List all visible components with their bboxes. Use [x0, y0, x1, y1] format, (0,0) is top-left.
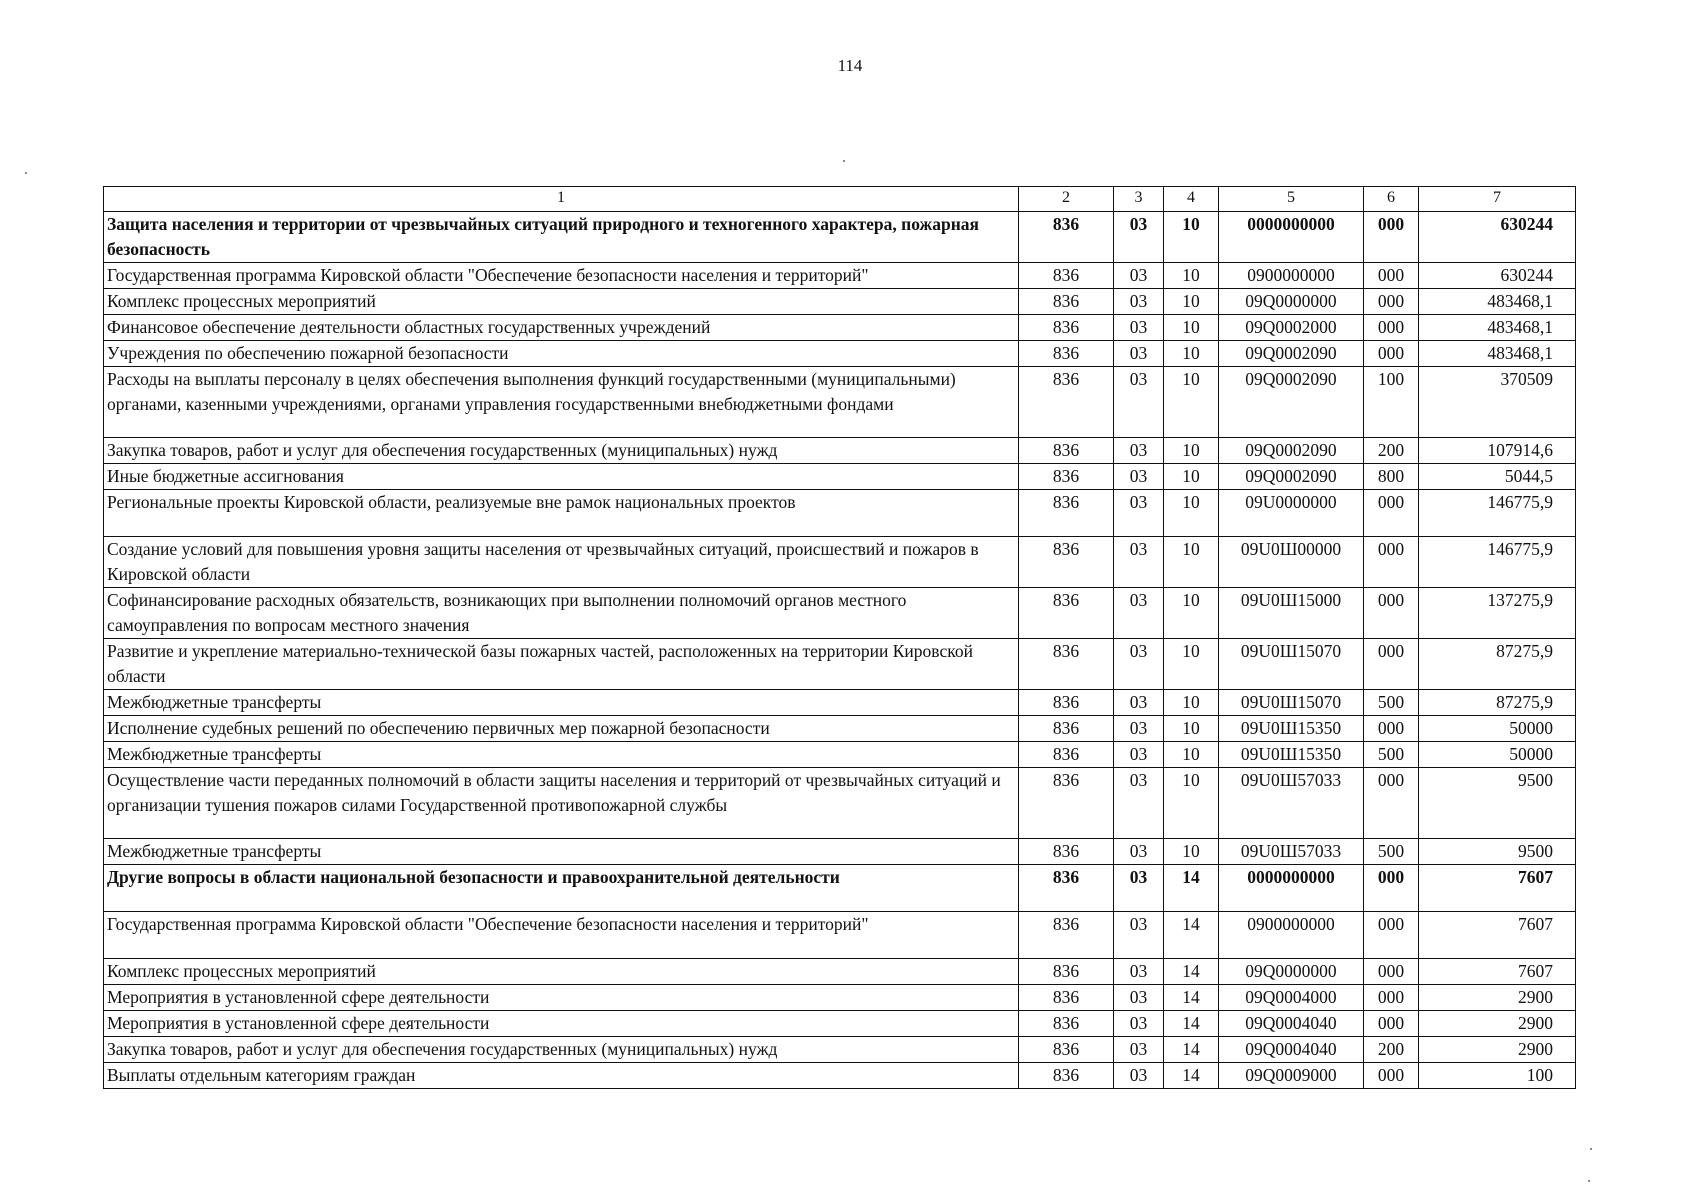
name-cell: Межбюджетные трансферты — [104, 742, 1019, 768]
subsection-cell: 10 — [1164, 341, 1219, 367]
section-cell: 03 — [1114, 959, 1164, 985]
name-cell: Государственная программа Кировской области "Обеспечение безопасности населения и территорий" — [104, 912, 1019, 959]
scan-speck — [25, 172, 27, 174]
table-row — [104, 263, 1576, 289]
table-row — [104, 865, 1576, 912]
header-cell-3: 3 — [1114, 187, 1164, 212]
expense-type-cell: 200 — [1364, 1037, 1419, 1063]
section-cell: 03 — [1114, 985, 1164, 1011]
section-cell: 03 — [1114, 263, 1164, 289]
expense-type-cell: 000 — [1364, 865, 1419, 912]
target-article-cell: 09U0Ш57033 — [1219, 839, 1364, 865]
expense-type-cell: 000 — [1364, 985, 1419, 1011]
subsection-cell: 10 — [1164, 742, 1219, 768]
table-row — [104, 490, 1576, 537]
name-cell: Учреждения по обеспечению пожарной безопасности — [104, 341, 1019, 367]
expense-type-cell: 000 — [1364, 768, 1419, 839]
amount-cell: 2900 — [1419, 985, 1576, 1011]
target-article-cell: 0000000000 — [1219, 212, 1364, 263]
subsection-cell: 14 — [1164, 985, 1219, 1011]
code-cell: 836 — [1019, 839, 1114, 865]
section-cell: 03 — [1114, 341, 1164, 367]
budget-table — [103, 186, 1576, 1089]
section-cell: 03 — [1114, 912, 1164, 959]
code-cell: 836 — [1019, 212, 1114, 263]
code-cell: 836 — [1019, 263, 1114, 289]
subsection-cell: 10 — [1164, 768, 1219, 839]
amount-cell: 50000 — [1419, 716, 1576, 742]
table-row — [104, 212, 1576, 263]
code-cell: 836 — [1019, 1063, 1114, 1089]
subsection-cell: 14 — [1164, 1037, 1219, 1063]
subsection-cell: 14 — [1164, 912, 1219, 959]
code-cell: 836 — [1019, 639, 1114, 690]
expense-type-cell: 000 — [1364, 716, 1419, 742]
expense-type-cell: 200 — [1364, 438, 1419, 464]
table-row — [104, 367, 1576, 438]
code-cell: 836 — [1019, 865, 1114, 912]
table-row — [104, 716, 1576, 742]
code-cell: 836 — [1019, 537, 1114, 588]
amount-cell: 5044,5 — [1419, 464, 1576, 490]
code-cell: 836 — [1019, 289, 1114, 315]
amount-cell: 2900 — [1419, 1011, 1576, 1037]
section-cell: 03 — [1114, 490, 1164, 537]
scan-speck — [1590, 1148, 1592, 1150]
target-article-cell: 0000000000 — [1219, 865, 1364, 912]
subsection-cell: 10 — [1164, 588, 1219, 639]
section-cell: 03 — [1114, 1037, 1164, 1063]
name-cell: Региональные проекты Кировской области, реализуемые вне рамок национальных проектов — [104, 490, 1019, 537]
name-cell: Межбюджетные трансферты — [104, 690, 1019, 716]
code-cell: 836 — [1019, 588, 1114, 639]
name-cell: Закупка товаров, работ и услуг для обеспечения государственных (муниципальных) нужд — [104, 1037, 1019, 1063]
name-cell: Иные бюджетные ассигнования — [104, 464, 1019, 490]
subsection-cell: 10 — [1164, 212, 1219, 263]
target-article-cell: 09U0Ш00000 — [1219, 537, 1364, 588]
header-cell-2: 2 — [1019, 187, 1114, 212]
amount-cell: 100 — [1419, 1063, 1576, 1089]
header-cell-7: 7 — [1419, 187, 1576, 212]
section-cell: 03 — [1114, 690, 1164, 716]
expense-type-cell: 000 — [1364, 1011, 1419, 1037]
expense-type-cell: 000 — [1364, 959, 1419, 985]
target-article-cell: 09Q0002090 — [1219, 438, 1364, 464]
scan-speck — [843, 160, 845, 162]
code-cell: 836 — [1019, 490, 1114, 537]
name-cell: Осуществление части переданных полномочий в области защиты населения и территорий от чрезвычайных ситуаций и организации тушения пожаров силами Государственной противопожарной службы — [104, 768, 1019, 839]
section-cell: 03 — [1114, 1011, 1164, 1037]
subsection-cell: 10 — [1164, 639, 1219, 690]
subsection-cell: 10 — [1164, 367, 1219, 438]
code-cell: 836 — [1019, 912, 1114, 959]
table-row — [104, 289, 1576, 315]
section-cell: 03 — [1114, 367, 1164, 438]
section-cell: 03 — [1114, 464, 1164, 490]
amount-cell: 87275,9 — [1419, 639, 1576, 690]
subsection-cell: 10 — [1164, 490, 1219, 537]
section-cell: 03 — [1114, 742, 1164, 768]
table-row — [104, 537, 1576, 588]
amount-cell: 50000 — [1419, 742, 1576, 768]
amount-cell: 7607 — [1419, 912, 1576, 959]
name-cell: Защита населения и территории от чрезвычайных ситуаций природного и техногенного характера, пожарная безопасность — [104, 212, 1019, 263]
table-row — [104, 1063, 1576, 1089]
code-cell: 836 — [1019, 315, 1114, 341]
amount-cell: 146775,9 — [1419, 490, 1576, 537]
table-row — [104, 959, 1576, 985]
target-article-cell: 09U0Ш15000 — [1219, 588, 1364, 639]
subsection-cell: 10 — [1164, 464, 1219, 490]
amount-cell: 9500 — [1419, 839, 1576, 865]
name-cell: Исполнение судебных решений по обеспечению первичных мер пожарной безопасности — [104, 716, 1019, 742]
amount-cell: 137275,9 — [1419, 588, 1576, 639]
target-article-cell: 0900000000 — [1219, 263, 1364, 289]
target-article-cell: 09Q0000000 — [1219, 289, 1364, 315]
target-article-cell: 09U0Ш15070 — [1219, 690, 1364, 716]
table-row — [104, 588, 1576, 639]
table-row — [104, 768, 1576, 839]
amount-cell: 370509 — [1419, 367, 1576, 438]
subsection-cell: 10 — [1164, 537, 1219, 588]
section-cell: 03 — [1114, 315, 1164, 341]
section-cell: 03 — [1114, 1063, 1164, 1089]
amount-cell: 630244 — [1419, 212, 1576, 263]
expense-type-cell: 000 — [1364, 490, 1419, 537]
target-article-cell: 09Q0000000 — [1219, 959, 1364, 985]
target-article-cell: 0900000000 — [1219, 912, 1364, 959]
section-cell: 03 — [1114, 768, 1164, 839]
name-cell: Комплекс процессных мероприятий — [104, 959, 1019, 985]
section-cell: 03 — [1114, 639, 1164, 690]
expense-type-cell: 500 — [1364, 839, 1419, 865]
subsection-cell: 14 — [1164, 959, 1219, 985]
expense-type-cell: 000 — [1364, 1063, 1419, 1089]
expense-type-cell: 000 — [1364, 315, 1419, 341]
code-cell: 836 — [1019, 742, 1114, 768]
expense-type-cell: 500 — [1364, 742, 1419, 768]
expense-type-cell: 000 — [1364, 537, 1419, 588]
table-row — [104, 315, 1576, 341]
section-cell: 03 — [1114, 537, 1164, 588]
name-cell: Расходы на выплаты персоналу в целях обеспечения выполнения функций государственными (муниципальными) органами, казенными учреждениями, органами управления государственными внебюджетными фондами — [104, 367, 1019, 438]
target-article-cell: 09U0000000 — [1219, 490, 1364, 537]
page-number: 114 — [837, 56, 863, 75]
header-cell-5: 5 — [1219, 187, 1364, 212]
expense-type-cell: 000 — [1364, 263, 1419, 289]
section-cell: 03 — [1114, 588, 1164, 639]
expense-type-cell: 000 — [1364, 289, 1419, 315]
expense-type-cell: 800 — [1364, 464, 1419, 490]
target-article-cell: 09Q0002090 — [1219, 367, 1364, 438]
subsection-cell: 10 — [1164, 690, 1219, 716]
amount-cell: 7607 — [1419, 865, 1576, 912]
target-article-cell: 09U0Ш57033 — [1219, 768, 1364, 839]
code-cell: 836 — [1019, 438, 1114, 464]
section-cell: 03 — [1114, 438, 1164, 464]
name-cell: Софинансирование расходных обязательств, возникающих при выполнении полномочий органов местного самоуправления по вопросам местного значения — [104, 588, 1019, 639]
table-row — [104, 985, 1576, 1011]
subsection-cell: 10 — [1164, 263, 1219, 289]
section-cell: 03 — [1114, 716, 1164, 742]
target-article-cell: 09Q0002090 — [1219, 341, 1364, 367]
table-row — [104, 912, 1576, 959]
expense-type-cell: 000 — [1364, 588, 1419, 639]
table-row — [104, 690, 1576, 716]
code-cell: 836 — [1019, 768, 1114, 839]
table-row — [104, 1011, 1576, 1037]
amount-cell: 146775,9 — [1419, 537, 1576, 588]
name-cell: Мероприятия в установленной сфере деятельности — [104, 985, 1019, 1011]
name-cell: Выплаты отдельным категориям граждан — [104, 1063, 1019, 1089]
scan-speck — [1588, 1180, 1590, 1182]
name-cell: Создание условий для повышения уровня защиты населения от чрезвычайных ситуаций, происшествий и пожаров в Кировской области — [104, 537, 1019, 588]
table-row — [104, 438, 1576, 464]
table-row — [104, 341, 1576, 367]
subsection-cell: 14 — [1164, 865, 1219, 912]
subsection-cell: 10 — [1164, 839, 1219, 865]
section-cell: 03 — [1114, 865, 1164, 912]
code-cell: 836 — [1019, 690, 1114, 716]
subsection-cell: 10 — [1164, 438, 1219, 464]
name-cell: Государственная программа Кировской области "Обеспечение безопасности населения и территорий" — [104, 263, 1019, 289]
table-row — [104, 639, 1576, 690]
amount-cell: 483468,1 — [1419, 341, 1576, 367]
amount-cell: 9500 — [1419, 768, 1576, 839]
subsection-cell: 10 — [1164, 716, 1219, 742]
subsection-cell: 10 — [1164, 315, 1219, 341]
name-cell: Финансовое обеспечение деятельности областных государственных учреждений — [104, 315, 1019, 341]
header-cell-1: 1 — [104, 187, 1019, 212]
target-article-cell: 09Q0004040 — [1219, 1037, 1364, 1063]
subsection-cell: 14 — [1164, 1011, 1219, 1037]
name-cell: Мероприятия в установленной сфере деятельности — [104, 1011, 1019, 1037]
amount-cell: 7607 — [1419, 959, 1576, 985]
name-cell: Межбюджетные трансферты — [104, 839, 1019, 865]
header-cell-4: 4 — [1164, 187, 1219, 212]
code-cell: 836 — [1019, 341, 1114, 367]
expense-type-cell: 000 — [1364, 912, 1419, 959]
amount-cell: 483468,1 — [1419, 315, 1576, 341]
code-cell: 836 — [1019, 1037, 1114, 1063]
section-cell: 03 — [1114, 839, 1164, 865]
expense-type-cell: 000 — [1364, 639, 1419, 690]
table-row — [104, 464, 1576, 490]
name-cell: Развитие и укрепление материально-технической базы пожарных частей, расположенных на территории Кировской области — [104, 639, 1019, 690]
table-row — [104, 1037, 1576, 1063]
name-cell: Комплекс процессных мероприятий — [104, 289, 1019, 315]
target-article-cell: 09Q0009000 — [1219, 1063, 1364, 1089]
amount-cell: 87275,9 — [1419, 690, 1576, 716]
target-article-cell: 09U0Ш15350 — [1219, 716, 1364, 742]
code-cell: 836 — [1019, 716, 1114, 742]
table-header-row — [104, 187, 1576, 212]
expense-type-cell: 100 — [1364, 367, 1419, 438]
code-cell: 836 — [1019, 1011, 1114, 1037]
expense-type-cell: 000 — [1364, 212, 1419, 263]
amount-cell: 630244 — [1419, 263, 1576, 289]
target-article-cell: 09Q0002000 — [1219, 315, 1364, 341]
section-cell: 03 — [1114, 212, 1164, 263]
target-article-cell: 09Q0004040 — [1219, 1011, 1364, 1037]
expense-type-cell: 000 — [1364, 341, 1419, 367]
code-cell: 836 — [1019, 959, 1114, 985]
section-cell: 03 — [1114, 289, 1164, 315]
code-cell: 836 — [1019, 464, 1114, 490]
amount-cell: 2900 — [1419, 1037, 1576, 1063]
code-cell: 836 — [1019, 367, 1114, 438]
table-row — [104, 742, 1576, 768]
name-cell: Другие вопросы в области национальной безопасности и правоохранительной деятельности — [104, 865, 1019, 912]
name-cell: Закупка товаров, работ и услуг для обеспечения государственных (муниципальных) нужд — [104, 438, 1019, 464]
target-article-cell: 09U0Ш15070 — [1219, 639, 1364, 690]
subsection-cell: 10 — [1164, 289, 1219, 315]
subsection-cell: 14 — [1164, 1063, 1219, 1089]
target-article-cell: 09Q0004000 — [1219, 985, 1364, 1011]
header-cell-6: 6 — [1364, 187, 1419, 212]
target-article-cell: 09U0Ш15350 — [1219, 742, 1364, 768]
expense-type-cell: 500 — [1364, 690, 1419, 716]
target-article-cell: 09Q0002090 — [1219, 464, 1364, 490]
table-row — [104, 839, 1576, 865]
amount-cell: 483468,1 — [1419, 289, 1576, 315]
amount-cell: 107914,6 — [1419, 438, 1576, 464]
code-cell: 836 — [1019, 985, 1114, 1011]
